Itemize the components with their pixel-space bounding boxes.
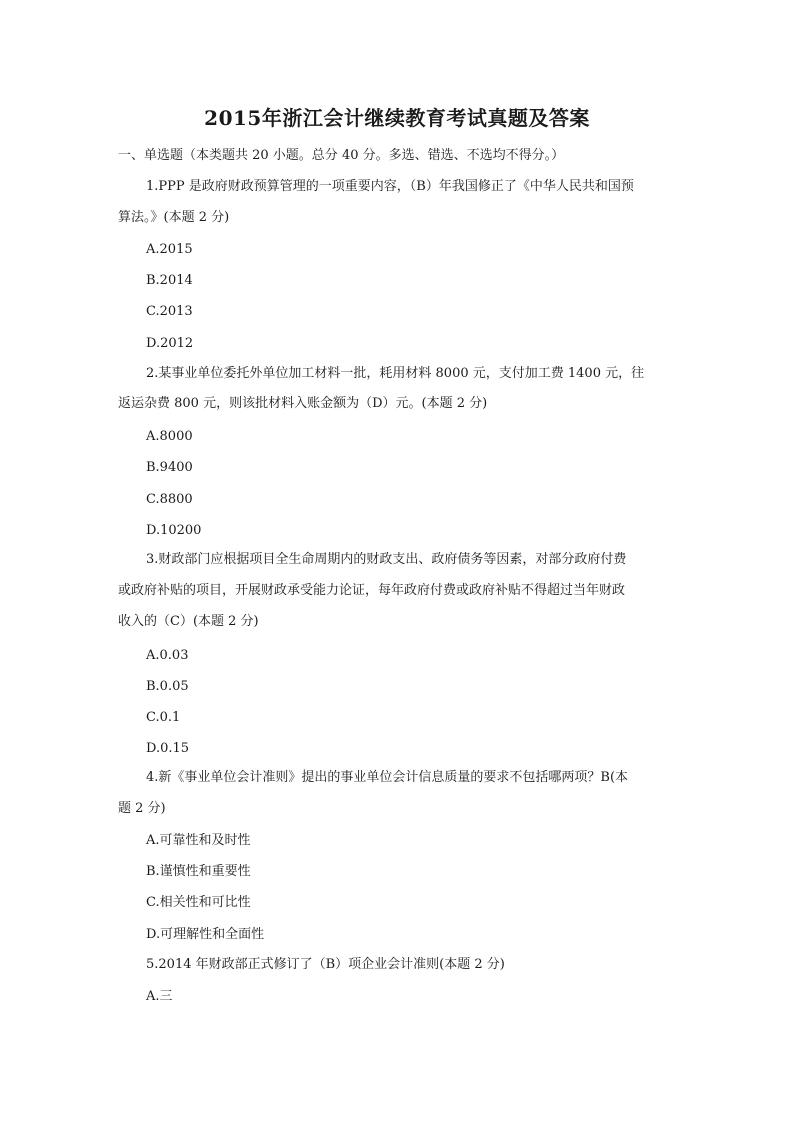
question-5-option-a: A.三 <box>146 989 173 1004</box>
section-heading: 一、单选题（本类题共 20 小题。总分 40 分。多选、错选、不选均不得分。） <box>118 148 565 163</box>
question-2-option-c: C.8800 <box>146 492 193 507</box>
question-3-line-1: 3.财政部门应根据项目全生命周期内的财政支出、政府债务等因素，对部分政府付费 <box>146 552 627 567</box>
document-title: 2015年浙江会计继续教育考试真题及答案 <box>204 106 590 130</box>
question-4-option-c: C.相关性和可比性 <box>146 895 251 910</box>
question-2-line-1: 2.某事业单位委托外单位加工材料一批，耗用材料 8000 元，支付加工费 1400 元，往 <box>146 366 645 381</box>
question-2-option-a: A.8000 <box>146 429 193 444</box>
question-4-option-d: D.可理解性和全面性 <box>146 927 265 942</box>
question-1-option-d: D.2012 <box>146 336 194 351</box>
question-1-line-1: 1.PPP 是政府财政预算管理的一项重要内容，（B）年我国修正了《中华人民共和国预 <box>146 179 634 194</box>
question-4-option-b: B.谨慎性和重要性 <box>146 864 251 879</box>
question-3-line-2: 或政府补贴的项目，开展财政承受能力论证，每年政府付费或政府补贴不得超过当年财政 <box>118 583 626 598</box>
question-3-option-b: B.0.05 <box>146 679 189 694</box>
question-3-option-c: C.0.1 <box>146 710 181 725</box>
question-4-line-2: 题 2 分) <box>118 801 166 816</box>
question-4-line-1: 4.新《事业单位会计准则》提出的事业单位会计信息质量的要求不包括哪两项？B(本 <box>146 770 629 785</box>
question-3-line-3: 收入的（C）(本题 2 分) <box>118 614 259 629</box>
question-1-option-c: C.2013 <box>146 304 193 319</box>
question-4-option-a: A.可靠性和及时性 <box>146 833 251 848</box>
question-1-option-b: B.2014 <box>146 273 193 288</box>
question-2-option-d: D.10200 <box>146 523 202 538</box>
question-3-option-d: D.0.15 <box>146 741 190 756</box>
question-3-option-a: A.0.03 <box>146 648 189 663</box>
question-5-line-1: 5.2014 年财政部正式修订了（B）项企业会计准则(本题 2 分) <box>146 957 505 972</box>
question-2-line-2: 返运杂费 800 元，则该批材料入账金额为（D）元。(本题 2 分) <box>118 396 488 411</box>
question-2-option-b: B.9400 <box>146 460 193 475</box>
question-1-option-a: A.2015 <box>146 242 193 257</box>
question-1-line-2: 算法。》(本题 2 分) <box>118 210 230 225</box>
